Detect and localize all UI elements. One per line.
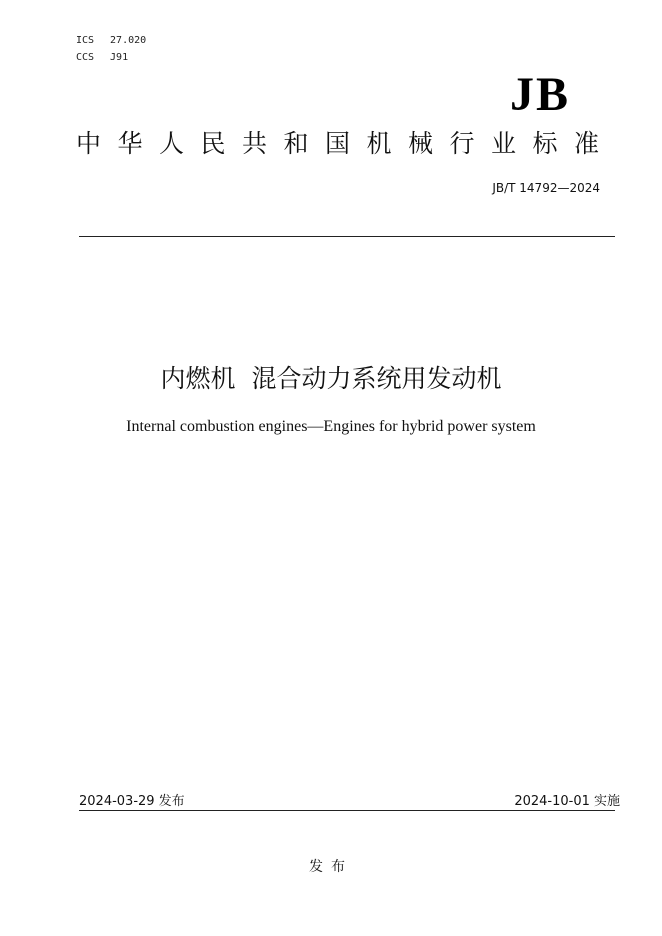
- bottom-divider: [79, 810, 615, 811]
- ics-code: [76, 32, 146, 49]
- ics-value: 27.020: [110, 35, 147, 46]
- implementation-date: 2024-10-01 实施: [514, 794, 620, 809]
- jb-logo: JB: [509, 68, 570, 121]
- ics-label: ICS: [76, 35, 95, 46]
- standard-type-heading: 中华人民共和国机械行业标准: [76, 129, 616, 158]
- ccs-value: J91: [110, 52, 129, 63]
- document-title-chinese: 内燃机 混合动力系统用发动机: [160, 364, 502, 393]
- issue-date: 2024-03-29 发布: [79, 794, 185, 809]
- document-title-english: Internal combustion engines—Engines for hybrid power system: [126, 418, 536, 435]
- ccs-code: [76, 49, 146, 66]
- ccs-label: CCS: [76, 52, 95, 63]
- standard-number: JB/T 14792—2024: [492, 181, 600, 195]
- publisher-label: 发布: [309, 859, 353, 875]
- classification-codes: [76, 32, 146, 66]
- top-divider: [79, 236, 615, 237]
